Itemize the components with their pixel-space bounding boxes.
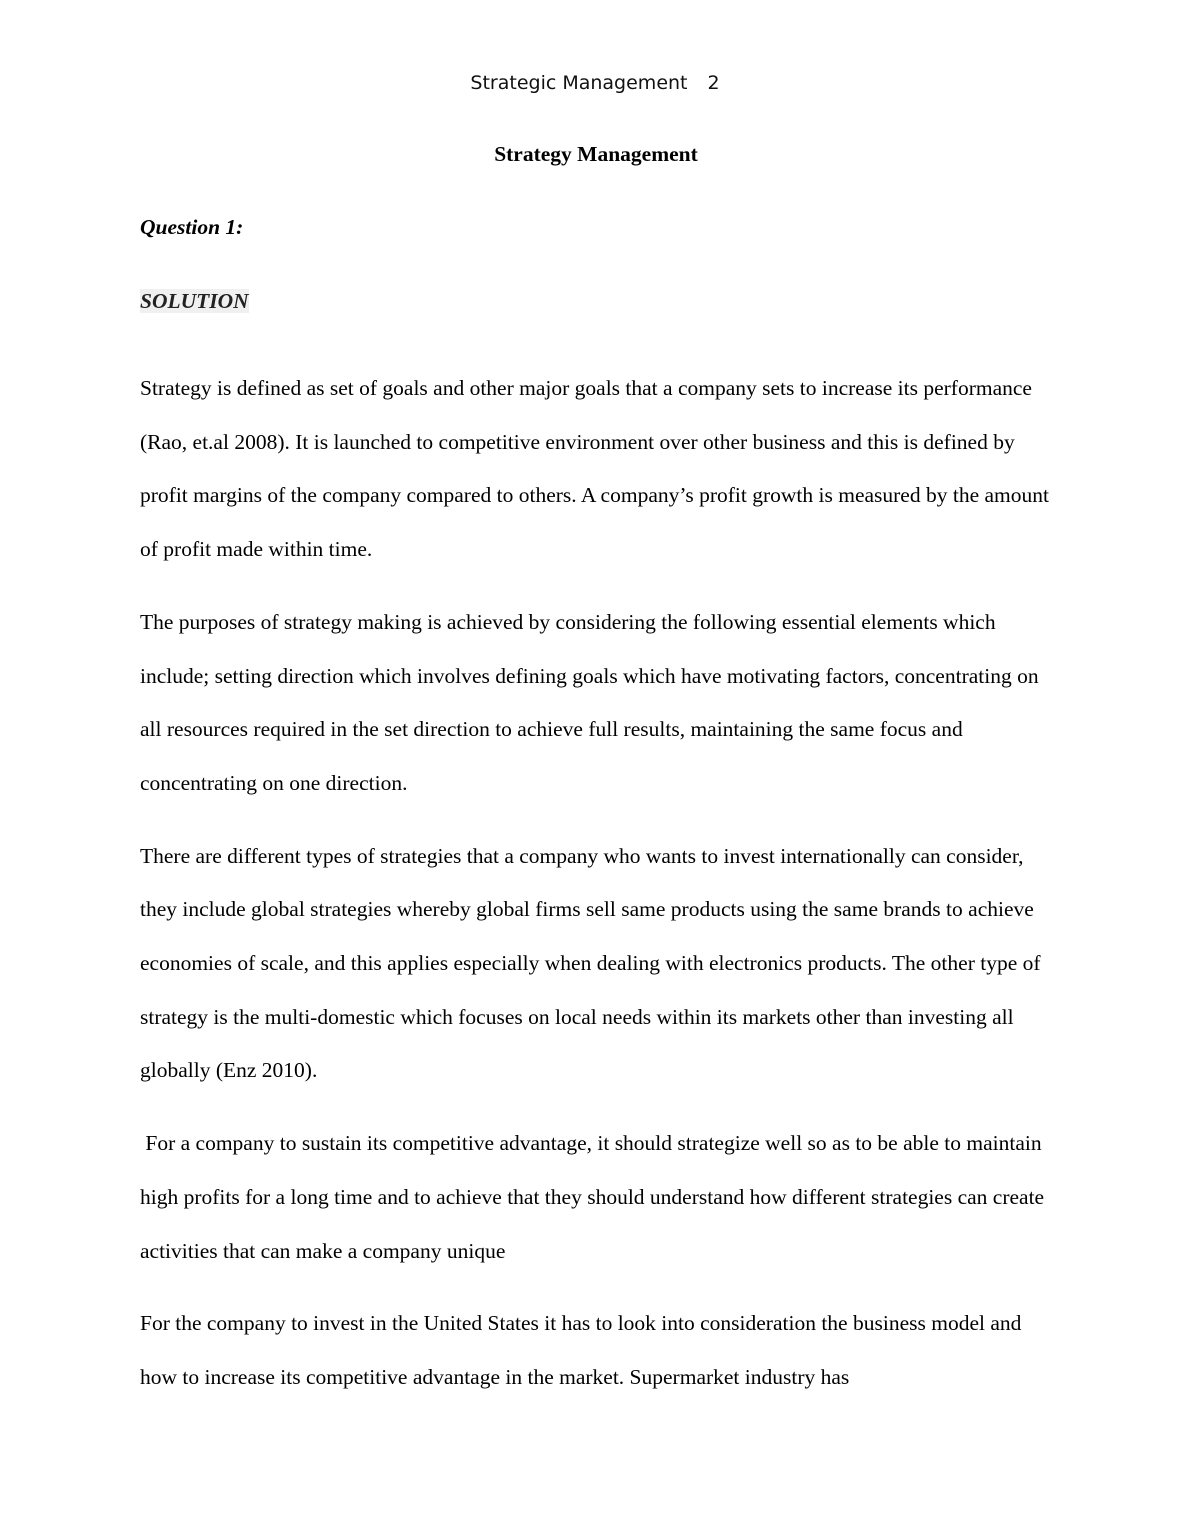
- running-header-title: Strategic Management: [470, 72, 688, 94]
- solution-heading: [140, 286, 1052, 316]
- solution-label: SOLUTION: [140, 289, 249, 313]
- paragraph-strategy-definition: Strategy is defined as set of goals and other major goals that a company sets to increase its performance (Rao, et.al 2008). It is launched to competitive environment over other business and this is defined by profit margins of the company compared to others. A company’s profit growth is measured by the amount of profit made within time.: [140, 376, 1049, 562]
- paragraph-strategy-purposes: The purposes of strategy making is achieved by considering the following essential elements which include; setting direction which involves defining goals which have motivating factors, concentrating on all resources required in the set direction to achieve full results, maintaining the same focus and concentrating on one direction.: [140, 609, 1039, 795]
- running-header: [0, 70, 1190, 96]
- document-title: Strategy Management: [494, 142, 698, 166]
- paragraph-us-investment: For the company to invest in the United States it has to look into consideration the business model and how to increase its competitive advantage in the market. Supermarket industry has: [140, 1311, 1022, 1389]
- paragraph-competitive-advantage: For a company to sustain its competitive advantage, it should strategize well so as to be able to maintain high profits for a long time and to achieve that they should understand how different strategies can create activities that can make a company unique: [140, 1131, 1050, 1263]
- paragraph-strategy-types: There are different types of strategies that a company who wants to invest internationally can consider, they include global strategies whereby global firms sell same products using the same brands to achieve economies of scale, and this applies especially when dealing with electronics products. The other type of strategy is the multi-domestic which focuses on local needs within its markets other than investing all globally (Enz 2010).: [140, 843, 1041, 1083]
- page-number: 2: [707, 72, 720, 94]
- document-body: [140, 139, 1052, 1424]
- question-heading: Question 1:: [140, 215, 244, 239]
